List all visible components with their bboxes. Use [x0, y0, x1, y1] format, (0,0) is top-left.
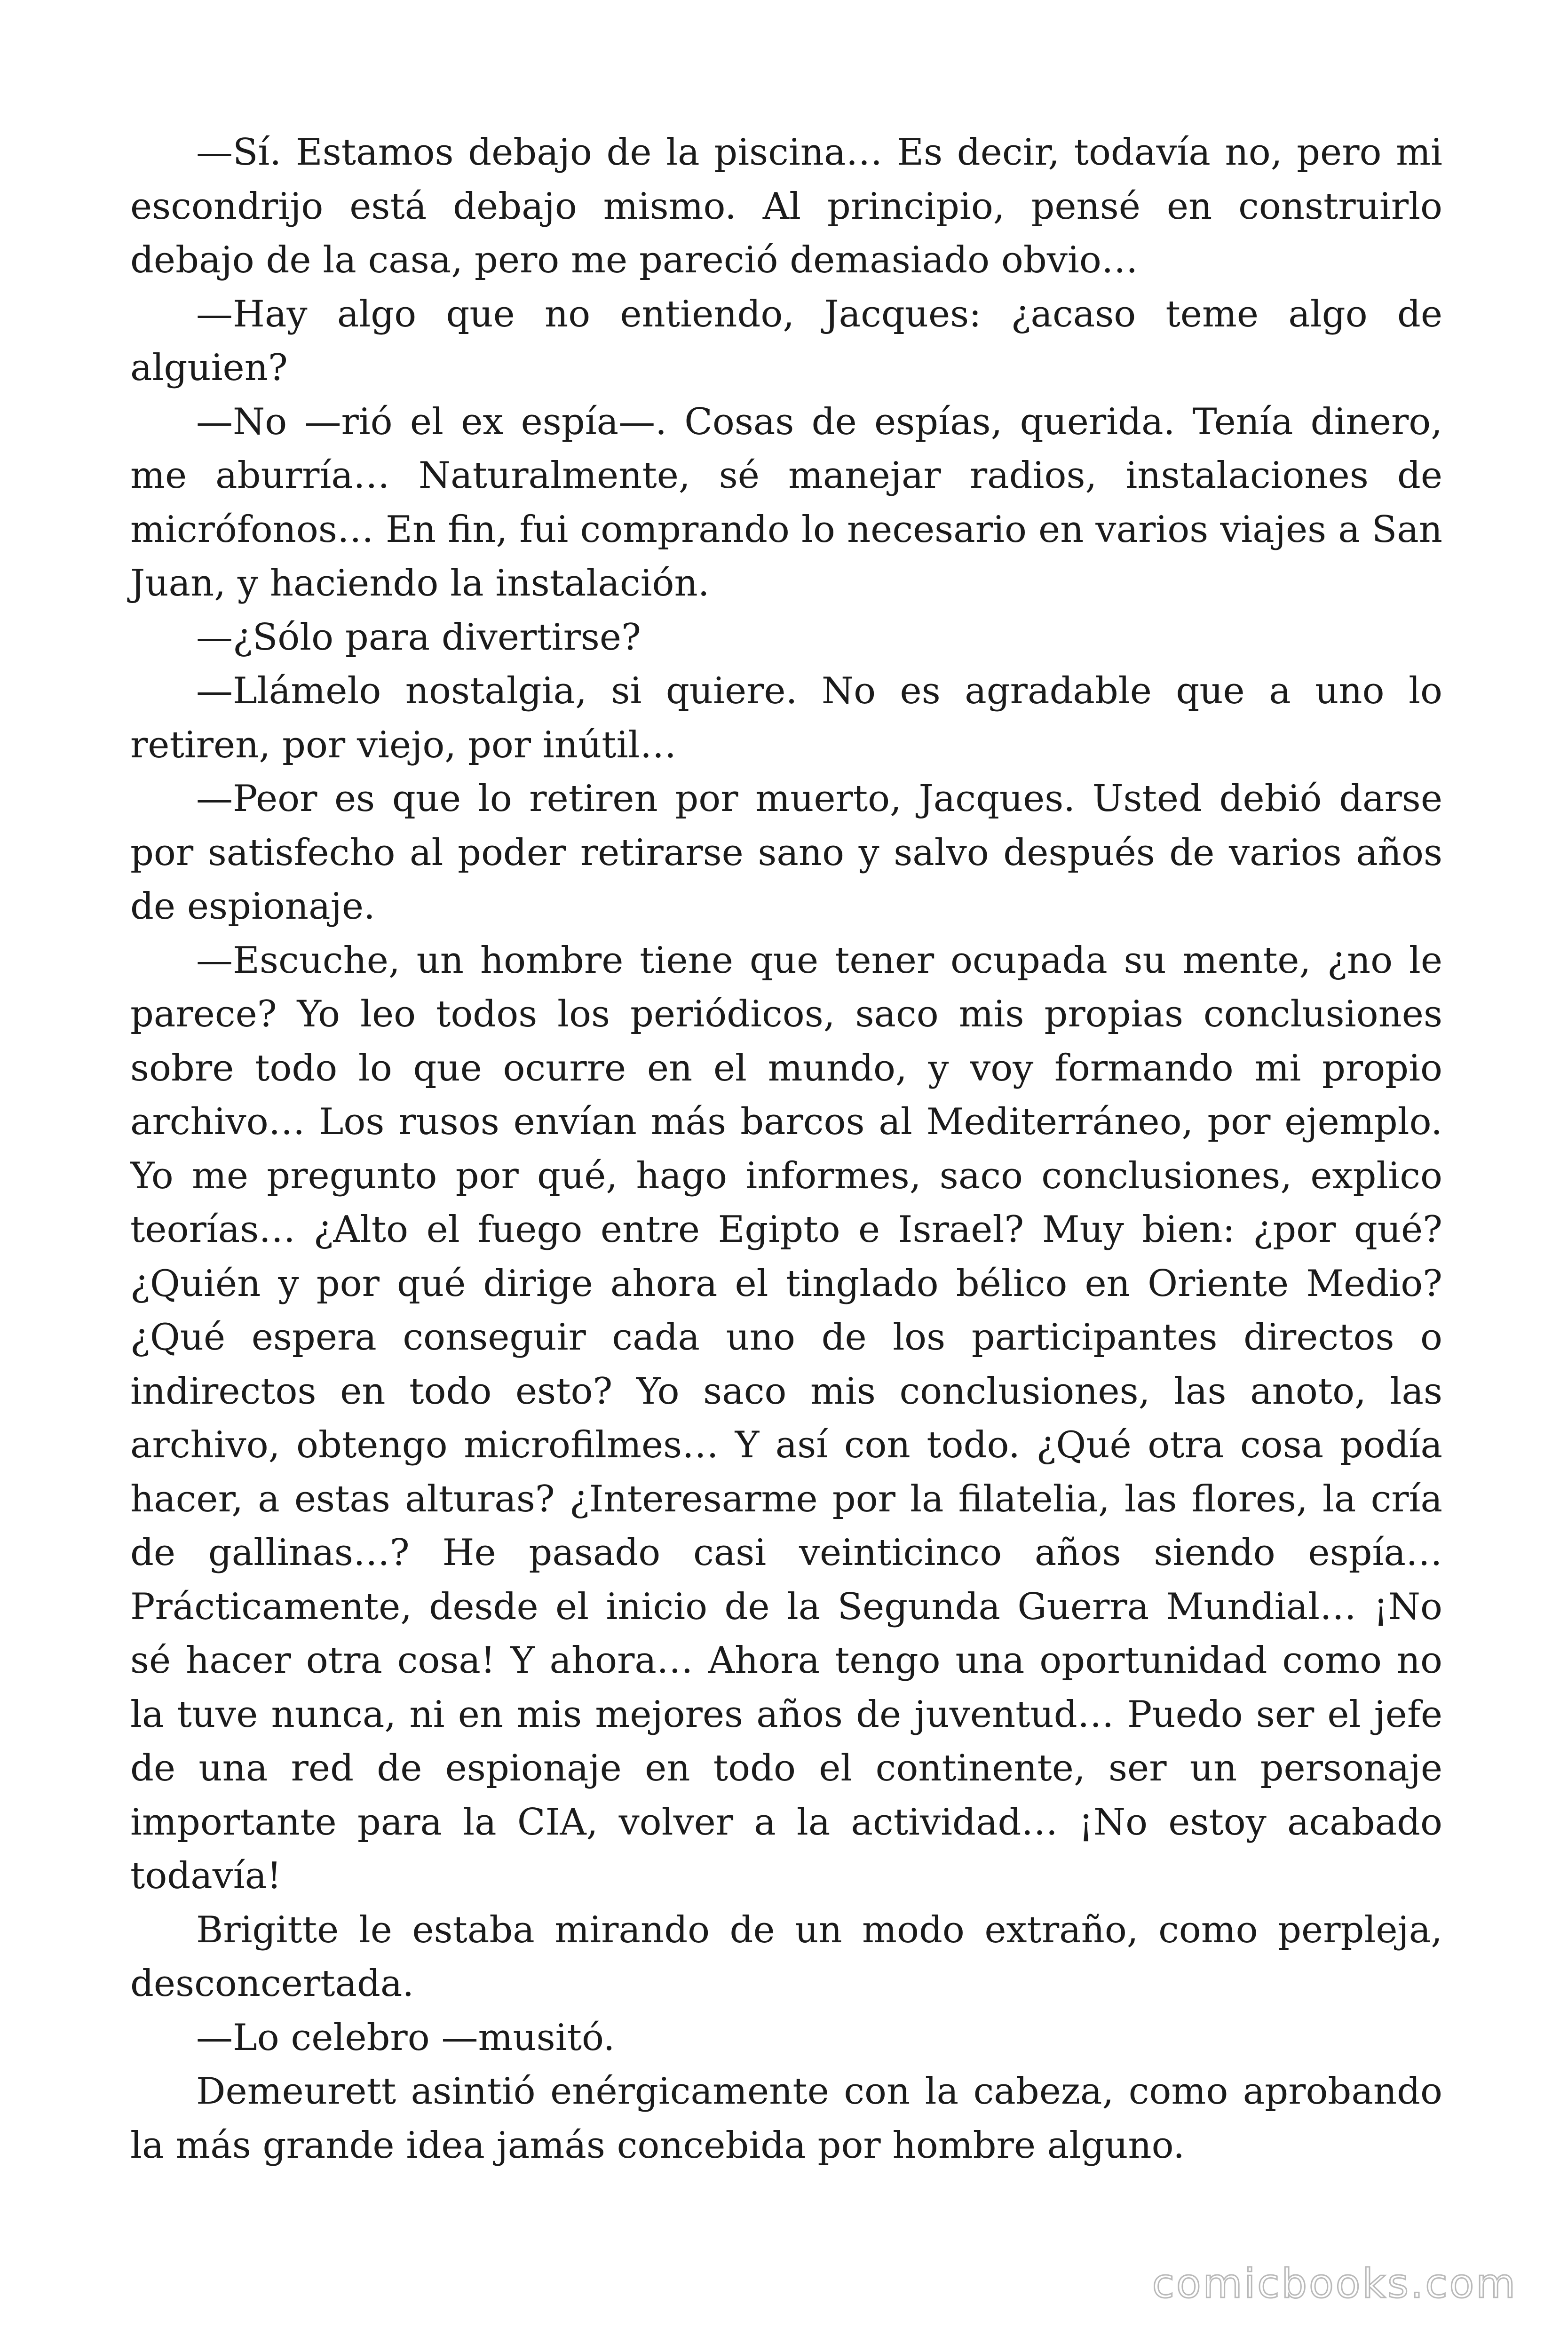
paragraph: —Hay algo que no entiendo, Jacques: ¿acaso teme algo de alguien?	[130, 293, 1442, 389]
paragraph: —Escuche, un hombre tiene que tener ocupada su mente, ¿no le parece? Yo leo todos los periódicos, saco mis propias conclusiones sobre todo lo que ocurre en el mundo, y voy formando mi propio archivo… Los rusos envían más barcos al Mediterráneo, por ejemplo. Yo me pregunto por qué, hago informes, saco conclusiones, explico teorías… ¿Alto el fuego entre Egipto e Israel? Muy bien: ¿por qué? ¿Quién y por qué dirige ahora el tinglado bélico en Oriente Medio? ¿Qué espera conseguir cada uno de los participantes directos o indirectos en todo esto? Yo saco mis conclusiones, las anoto, las archivo, obtengo microfilmes… Y así con todo. ¿Qué otra cosa podía hacer, a estas alturas? ¿Interesarme por la filatelia, las flores, la cría de gallinas…? He pasado casi veinticinco años siendo espía… Prácticamente, desde el inicio de la Segunda Guerra Mundial… ¡No sé hacer otra cosa! Y ahora… Ahora tengo una oportunidad como no la tuve nunca, ni en mis mejores años de juventud… Puedo ser el jefe de una red de espionaje en todo el continente, ser un personaje importante para la CIA, volver a la actividad… ¡No estoy acabado todavía!	[130, 939, 1442, 1897]
paragraph: Brigitte le estaba mirando de un modo extraño, como perpleja, desconcertada.	[130, 1908, 1442, 2005]
paragraph: —Sí. Estamos debajo de la piscina… Es decir, todavía no, pero mi escondrijo está debajo mismo. Al principio, pensé en construirlo debajo de la casa, pero me pareció demasiado obvio…	[130, 131, 1442, 281]
paragraph: —Lo celebro —musitó.	[196, 2016, 615, 2059]
paragraph: —No —rió el ex espía—. Cosas de espías, querida. Tenía dinero, me aburría… Naturalmente, sé manejar radios, instalaciones de micrófonos… En fin, fui comprando lo necesario en varios viajes a San Juan, y haciendo la instalación.	[130, 400, 1442, 604]
paragraph: —Llámelo nostalgia, si quiere. No es agradable que a uno lo retiren, por viejo, por inútil…	[130, 670, 1442, 766]
watermark: comicbooks.com	[1152, 2260, 1517, 2307]
paragraph: Demeurett asintió enérgicamente con la cabeza, como aprobando la más grande idea jamás concebida por hombre alguno.	[130, 2070, 1442, 2167]
body-text	[130, 126, 1442, 2172]
paragraph: —Peor es que lo retiren por muerto, Jacques. Usted debió darse por satisfecho al poder retirarse sano y salvo después de varios años de espionaje.	[130, 778, 1442, 928]
paragraph: —¿Sólo para divertirse?	[196, 616, 641, 659]
